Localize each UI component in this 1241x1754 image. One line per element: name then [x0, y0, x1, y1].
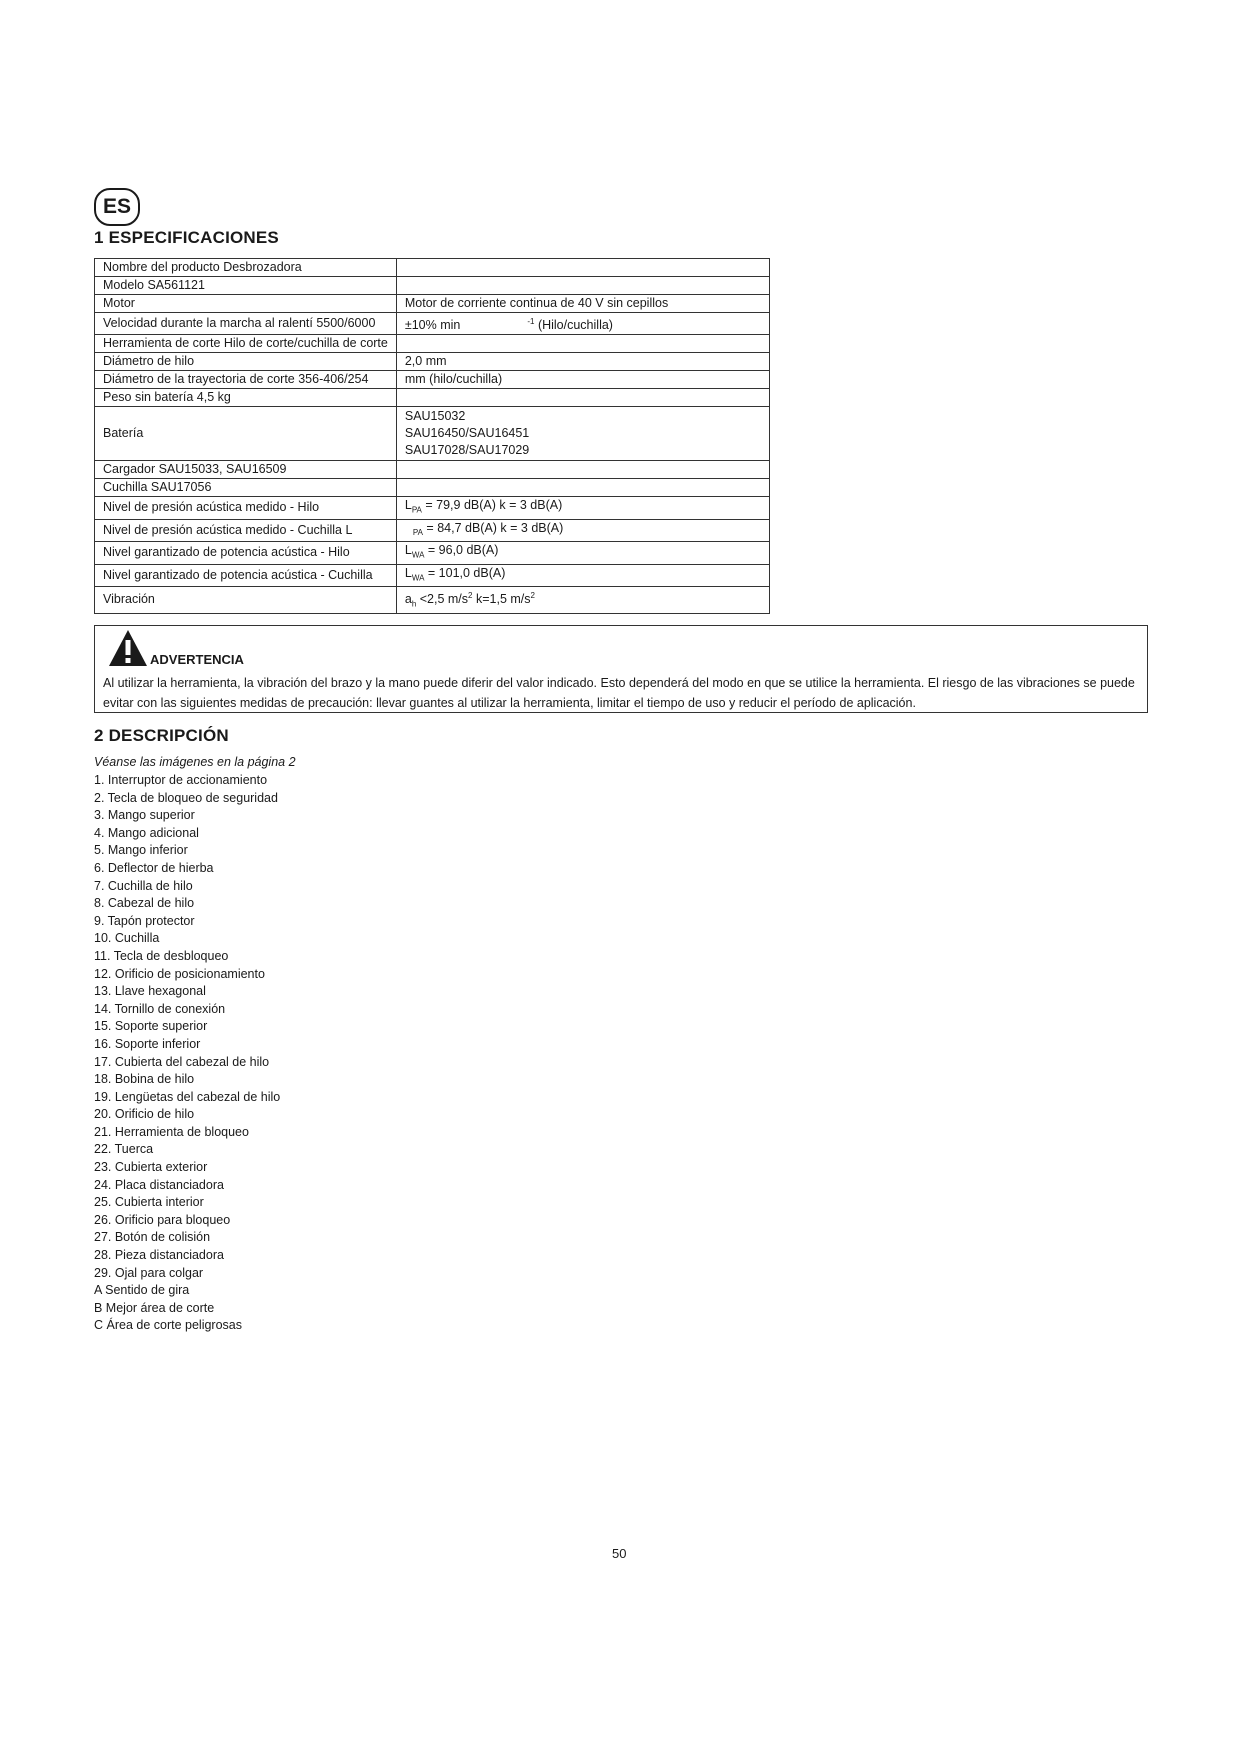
list-item: 2. Tecla de bloqueo de seguridad [94, 790, 278, 805]
spec-label: Herramienta de corte Hilo de corte/cuchilla de corte [95, 335, 397, 353]
spec-subscript: WA [411, 550, 425, 560]
list-item: 11. Tecla de desbloqueo [94, 948, 229, 963]
battery-model: SAU17028/SAU17029 [404, 443, 530, 458]
list-item: 10. Cuchilla [94, 931, 160, 946]
list-item: 19. Lengüetas del cabezal de hilo [94, 1089, 281, 1104]
spec-value [396, 479, 769, 497]
spec-value-main: <2,5 m/s [419, 592, 469, 607]
spec-subscript: WA [411, 573, 425, 583]
table-row [95, 519, 770, 542]
spec-value: mm (hilo/cuchilla) [396, 371, 769, 389]
spec-value [396, 407, 769, 461]
spec-label: Nivel de presión acústica medido - Cuchilla L [95, 519, 397, 542]
list-item: 28. Pieza distanciadora [94, 1248, 224, 1263]
table-row [95, 564, 770, 587]
table-row [95, 277, 770, 295]
table-row [95, 461, 770, 479]
list-item: 16. Soporte inferior [94, 1036, 201, 1051]
list-item: 5. Mango inferior [94, 843, 188, 858]
spec-value [396, 519, 769, 542]
spec-value [396, 497, 769, 520]
warning-text: Al utilizar la herramienta, la vibración del brazo y la mano puede diferir del valor indicado. Esto dependerá del modo en que se utilice la herramienta. El riesgo de las vibraciones se puede evitar con las siguientes medidas de precaución: llevar guantes al utilizar la herramienta, limitar el tiempo de uso y reducir el período de aplicación. [103, 676, 1135, 710]
spec-value [396, 259, 769, 277]
spec-value [396, 313, 769, 335]
list-item: 29. Ojal para colgar [94, 1265, 204, 1280]
spec-value-main: = 101,0 dB(A) [427, 565, 506, 580]
list-item: 6. Deflector de hierba [94, 860, 214, 875]
list-item: 24. Placa distanciadora [94, 1177, 224, 1192]
spec-label: Cuchilla SAU17056 [95, 479, 397, 497]
spec-value: Motor de corriente continua de 40 V sin cepillos [396, 295, 769, 313]
list-item: 21. Herramienta de bloqueo [94, 1124, 249, 1139]
parts-list [94, 772, 280, 1335]
list-item: 1. Interruptor de accionamiento [94, 773, 268, 787]
table-row [95, 587, 770, 614]
list-item: C Área de corte peligrosas [94, 1318, 242, 1333]
list-item: 4. Mango adicional [94, 825, 199, 840]
table-row [95, 389, 770, 407]
page-number: 50 [612, 1546, 627, 1561]
spec-superscript: 2 [530, 591, 535, 601]
spec-label: Nivel garantizado de potencia acústica - Cuchilla [95, 564, 397, 587]
list-item: 23. Cubierta exterior [94, 1160, 208, 1175]
table-row [95, 497, 770, 520]
spec-value-superscript: -1 [527, 317, 535, 326]
spec-subscript: h [411, 599, 417, 609]
spec-value-extra: (Hilo/cuchilla) [537, 318, 613, 333]
spec-label: Diámetro de la trayectoria de corte 356-406/254 [95, 371, 397, 389]
table-row [95, 335, 770, 353]
spec-label: Velocidad durante la marcha al ralentí 5500/6000 [95, 313, 397, 335]
images-reference-note: Véanse las imágenes en la página 2 [94, 755, 296, 769]
spec-value [396, 564, 769, 587]
list-item: 18. Bobina de hilo [94, 1072, 195, 1087]
list-item: 17. Cubierta del cabezal de hilo [94, 1054, 270, 1069]
spec-value [396, 335, 769, 353]
list-item: 7. Cuchilla de hilo [94, 878, 193, 893]
spec-label: Nombre del producto Desbrozadora [95, 259, 397, 277]
spec-subscript: PA [411, 505, 422, 515]
list-item: 3. Mango superior [94, 808, 195, 823]
table-row [95, 479, 770, 497]
spec-value [396, 461, 769, 479]
spec-value [396, 277, 769, 295]
spec-value-main: = 84,7 dB(A) k = 3 dB(A) [426, 520, 564, 535]
battery-model: SAU16450/SAU16451 [404, 426, 530, 441]
list-item: 20. Orificio de hilo [94, 1107, 195, 1122]
spec-value [396, 389, 769, 407]
list-item: 27. Botón de colisión [94, 1230, 211, 1245]
spec-label: Cargador SAU15033, SAU16509 [95, 461, 397, 479]
list-item: 14. Tornillo de conexión [94, 1001, 226, 1016]
spec-label: Nivel garantizado de potencia acústica - Hilo [95, 542, 397, 565]
spec-label: Peso sin batería 4,5 kg [95, 389, 397, 407]
list-item: A Sentido de gira [94, 1283, 190, 1298]
spec-subscript: PA [412, 528, 423, 538]
spec-symbol: L [404, 565, 412, 580]
list-item: 15. Soporte superior [94, 1019, 208, 1034]
list-item: 25. Cubierta interior [94, 1195, 204, 1210]
spec-label: Modelo SA561121 [95, 277, 397, 295]
spec-value-main: ±10% min [404, 318, 461, 333]
warning-triangle-icon [107, 628, 149, 668]
list-item: 8. Cabezal de hilo [94, 896, 195, 911]
spec-label: Nivel de presión acústica medido - Hilo [95, 497, 397, 520]
table-row [95, 407, 770, 461]
spec-symbol: L [404, 498, 412, 513]
specifications-table [94, 258, 770, 614]
spec-value [396, 542, 769, 565]
spec-label: Motor [95, 295, 397, 313]
warning-box [94, 625, 1148, 713]
list-item: 12. Orificio de posicionamiento [94, 966, 265, 981]
spec-symbol: a [404, 592, 412, 607]
section-title-specifications: 1 ESPECIFICACIONES [94, 228, 279, 247]
spec-value-main: = 96,0 dB(A) [427, 543, 499, 558]
spec-value: 2,0 mm [396, 353, 769, 371]
spec-value-secondary: k=1,5 m/s [475, 592, 531, 607]
list-item: 9. Tapón protector [94, 913, 195, 928]
list-item: 13. Llave hexagonal [94, 984, 206, 999]
spec-superscript: 2 [468, 591, 473, 601]
table-row [95, 353, 770, 371]
language-badge: ES [94, 188, 140, 226]
spec-label: Batería [95, 407, 397, 461]
table-row [95, 259, 770, 277]
list-item: 26. Orificio para bloqueo [94, 1212, 231, 1227]
warning-title: ADVERTENCIA [150, 652, 244, 667]
battery-model: SAU15032 [404, 409, 466, 424]
spec-value-main: = 79,9 dB(A) k = 3 dB(A) [425, 498, 563, 513]
table-row [95, 542, 770, 565]
spec-label: Vibración [95, 587, 397, 614]
spec-value [396, 587, 769, 614]
spec-symbol: L [404, 543, 412, 558]
list-item: B Mejor área de corte [94, 1300, 215, 1315]
spec-label: Diámetro de hilo [95, 353, 397, 371]
table-row [95, 295, 770, 313]
table-row [95, 313, 770, 335]
list-item: 22. Tuerca [94, 1142, 154, 1157]
table-row [95, 371, 770, 389]
section-title-description: 2 DESCRIPCIÓN [94, 726, 229, 745]
